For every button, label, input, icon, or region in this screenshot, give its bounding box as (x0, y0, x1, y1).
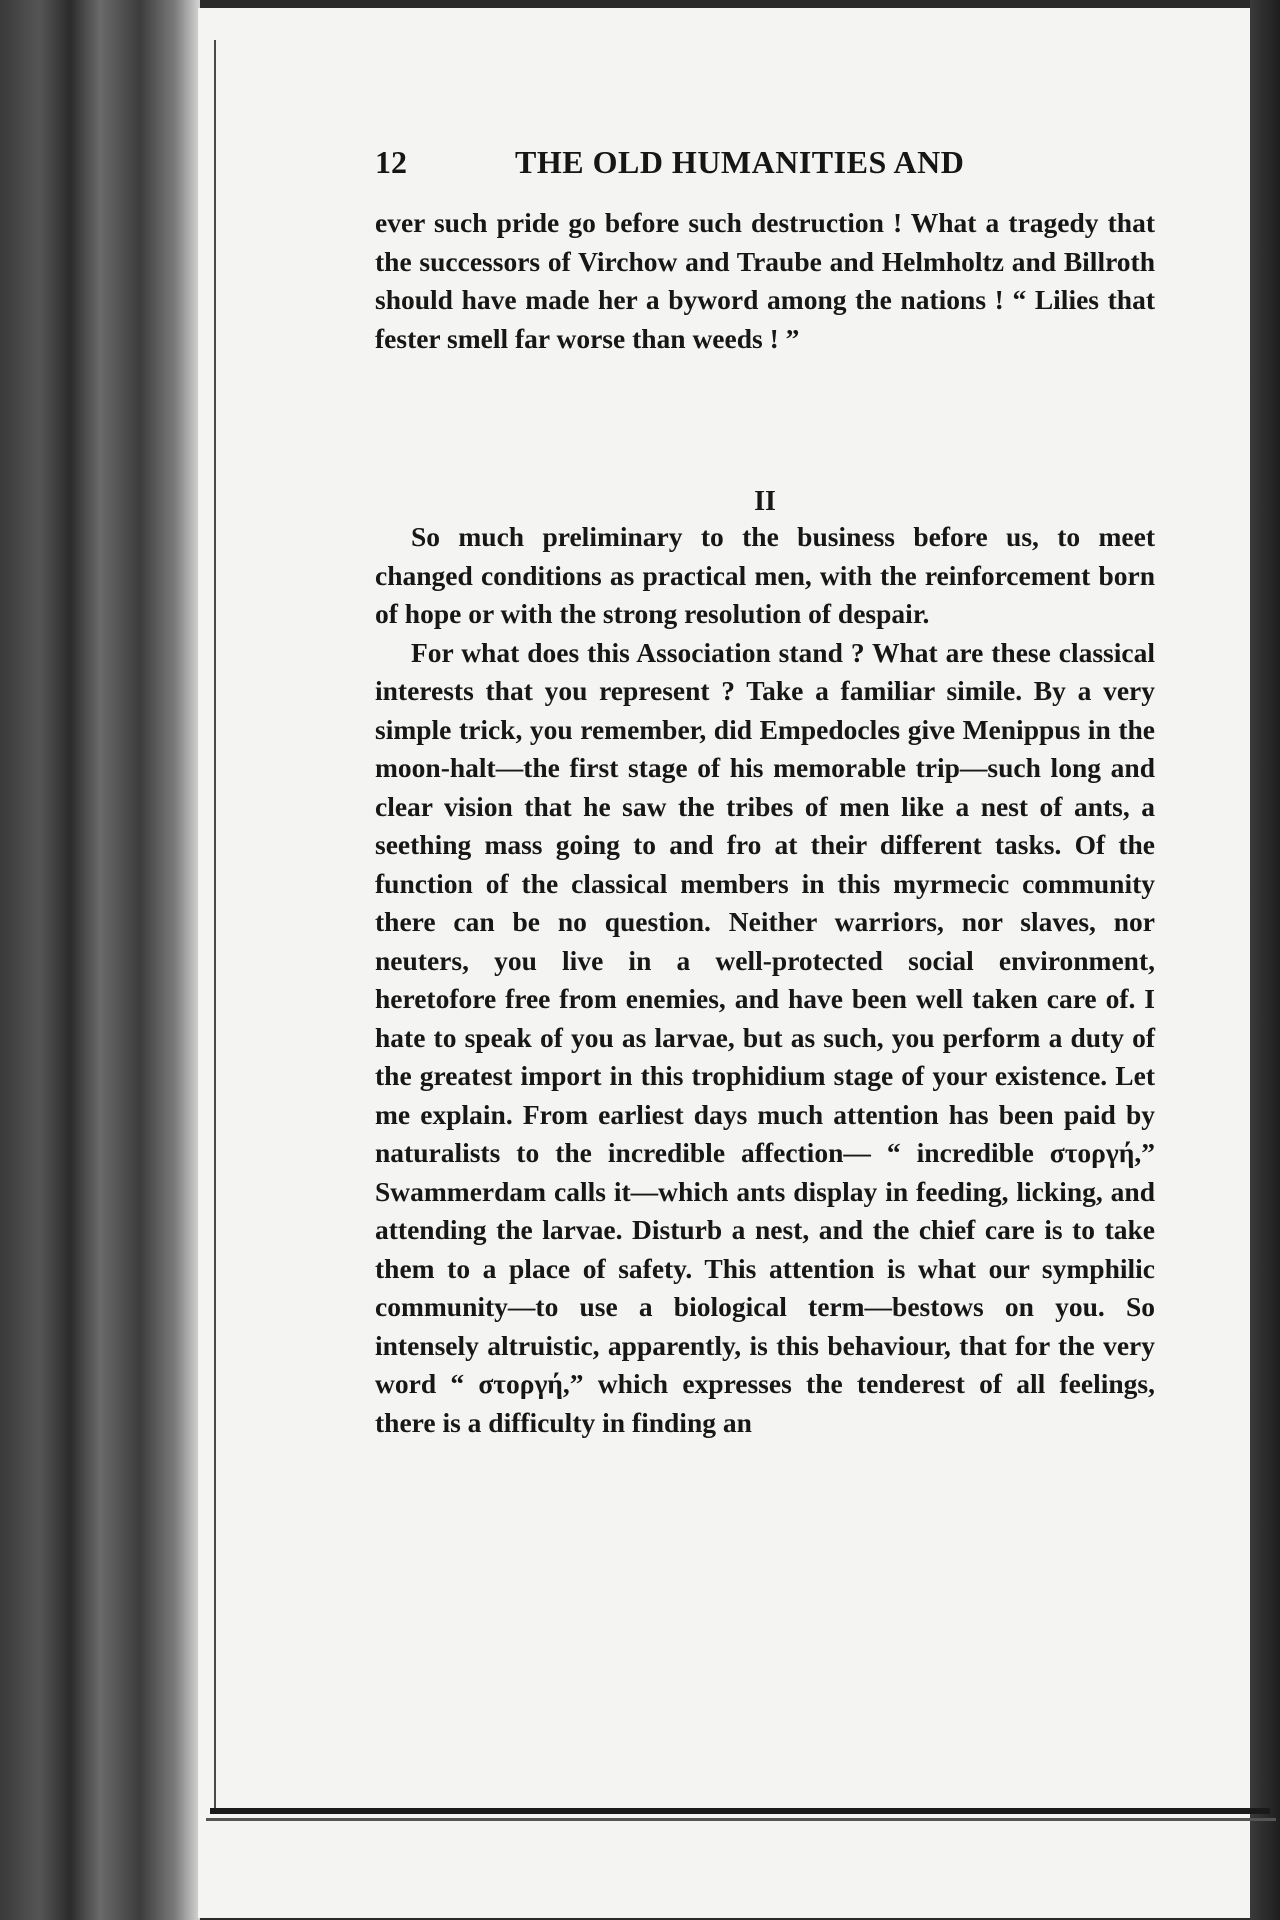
book-binding-edge (0, 0, 200, 1920)
page-bottom-border-shadow (206, 1818, 1276, 1821)
running-head: THE OLD HUMANITIES AND (515, 144, 965, 180)
text-block-opening (375, 204, 1155, 358)
page-bottom-border (210, 1808, 1270, 1814)
paragraph-association: For what does this Association stand ? What are these classical interests that you represent ? Take a familiar simile. By a very simple trick, you remember, did Empedocles give Menippus in the moon-halt—the first stage of his memorable trip—such long and clear vision that he saw the tribes of men like a nest of ants, a seething mass going to and fro at their different tasks. Of the function of the classical members in this myrmecic community there can be no question. Neither warriors, nor slaves, nor neuters, you live in a well-protected social environment, heretofore free from enemies, and have been well taken care of. I hate to speak of you as larvae, but as such, you perform a duty of the greatest import in this trophidium stage of your existence. Let me explain. From earliest days much attention has been paid by naturalists to the incredible affection— “ incredible στοργή,” Swammerdam calls it—which ants display in feeding, licking, and attending the larvae. Disturb a nest, and the chief care is to take them to a place of safety. This attention is what our symphilic community—to use a biological term—bestows on you. So intensely altruistic, apparently, is this behaviour, that for the very word “ στοργή,” which expresses the tenderest of all feelings, there is a difficulty in finding an (375, 636, 1155, 1438)
page-right-edge (1250, 0, 1280, 1920)
page-number: 12 (375, 144, 407, 180)
section-heading: II (754, 486, 776, 517)
text-block-main (375, 518, 1155, 1442)
paragraph-preliminary: So much preliminary to the business before us, to meet changed conditions as practical men, with the reinforcement born of hope or with the strong resolution of despair. (375, 521, 1155, 629)
page-header (375, 144, 1155, 194)
paragraph-continuation: ever such pride go before such destruction ! What a tragedy that the successors of Virchow and Traube and Helmholtz and Billroth should have made her a byword among the nations ! “ Lilies that fester smell far worse than weeds ! ” (375, 207, 1155, 354)
page-left-border (214, 40, 216, 1810)
